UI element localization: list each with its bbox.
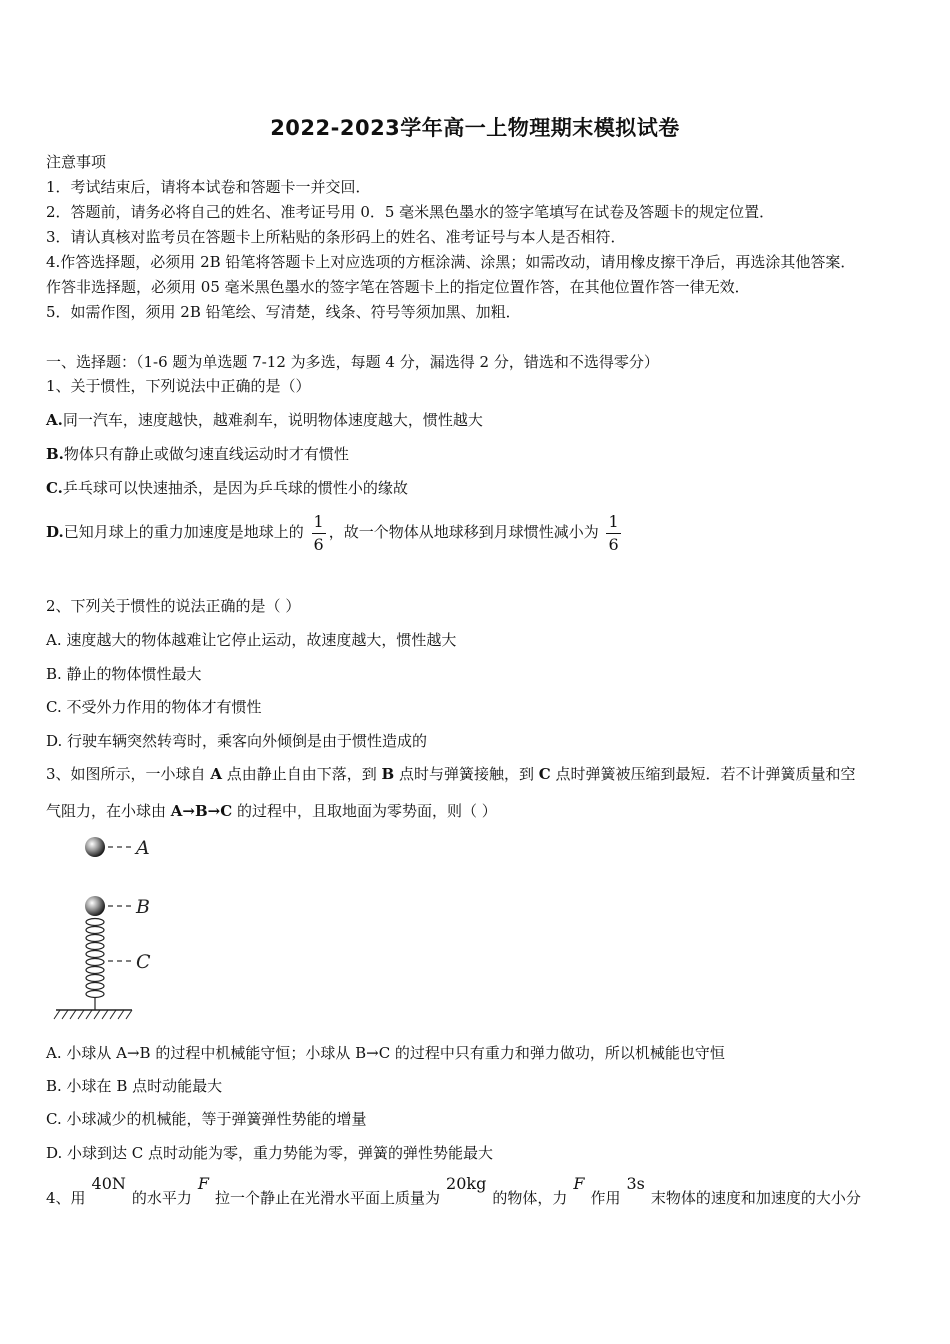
path-label: A→B→C <box>170 802 233 820</box>
q3-option-a: A. 小球从 A→B 的过程中机械能守恒；小球从 B→C 的过程中只有重力和弹力做功，所以机械能也守恒 <box>46 1044 725 1062</box>
q4-text: 4、用 <box>46 1189 86 1207</box>
fraction-numerator: 1 <box>312 513 326 534</box>
notice-item: 2．答题前，请务必将自己的姓名、准考证号用 0．5 毫米黑色墨水的签字笔填写在试卷及答题卡的规定位置． <box>46 203 775 221</box>
q3-text: 气阻力，在小球由 <box>46 802 171 820</box>
q4-text: 拉一个静止在光滑水平面上质量为 <box>215 1189 441 1207</box>
q4-text: 作用 <box>590 1189 621 1207</box>
q1-option-b-label: B. <box>46 445 64 463</box>
q3-text: 3、如图所示，一小球自 <box>46 765 211 783</box>
time-value: 3s <box>626 1174 645 1193</box>
notice-item: 4.作答选择题，必须用 2B 铅笔将答题卡上对应选项的方框涂满、涂黑；如需改动，请用橡皮擦干净后，再选涂其他答案． <box>46 253 856 271</box>
spring <box>86 919 104 1011</box>
q1-option-d <box>46 512 624 554</box>
q4-text: 的物体，力 <box>492 1189 568 1207</box>
spring-ball-figure <box>52 830 162 1025</box>
q2-option-b: B. 静止的物体惯性最大 <box>46 665 202 683</box>
mass-value: 20kg <box>446 1174 487 1193</box>
notice-item: 5．如需作图，须用 2B 铅笔绘、写清楚，线条、符号等须加黑、加粗． <box>46 303 521 321</box>
page-title: 2022-2023学年高一上物理期末模拟试卷 <box>270 116 680 140</box>
force-value: 40N <box>91 1174 126 1193</box>
q4-text: 末物体的速度和加速度的大小分 <box>650 1189 861 1207</box>
q1-option-a-text: 同一汽车，速度越快，越难刹车，说明物体速度越大，惯性越大 <box>62 411 483 429</box>
q1-stem: 1、关于惯性，下列说法中正确的是（） <box>46 377 311 395</box>
force-symbol: F <box>573 1174 585 1193</box>
notice-heading: 注意事项 <box>46 153 107 171</box>
notice-item: 1．考试结束后，请将本试卷和答题卡一并交回． <box>46 178 371 196</box>
q1-option-c <box>46 478 408 498</box>
q2-option-a: A. 速度越大的物体越难让它停止运动，故速度越大，惯性越大 <box>46 631 457 649</box>
q1-option-c-label: C. <box>46 479 63 497</box>
fraction-numerator: 1 <box>606 513 620 534</box>
notice-item: 3．请认真核对监考员在答题卡上所粘贴的条形码上的姓名、准考证号与本人是否相符． <box>46 228 626 246</box>
q3-option-c: C. 小球减少的机械能，等于弹簧弹性势能的增量 <box>46 1110 367 1128</box>
fraction-denominator: 6 <box>313 534 324 554</box>
section-heading: 一、选择题：（1-6 题为单选题 7-12 为多选，每题 4 分，漏选得 2 分，错选和不选得零分） <box>46 353 659 371</box>
ball-a <box>85 837 105 857</box>
label-b: B <box>136 896 150 918</box>
q1-option-d-text-2: ，故一个物体从地球移到月球惯性减小为 <box>328 523 599 541</box>
q4-text: 的水平力 <box>131 1189 192 1207</box>
notice-item: 作答非选择题，必须用 05 毫米黑色墨水的签字笔在答题卡上的指定位置作答，在其他位置作答一律无效． <box>46 278 750 296</box>
fraction-one-sixth <box>606 513 620 554</box>
ground-hatching <box>54 1010 132 1019</box>
q2-option-d: D. 行驶车辆突然转弯时，乘客向外倾倒是由于惯性造成的 <box>46 732 428 750</box>
ball-b <box>85 896 105 916</box>
label-c: C <box>136 951 151 973</box>
q1-option-a-label: A. <box>46 411 63 429</box>
q3-text: 点由静止自由下落，到 <box>221 765 382 783</box>
label-a: A <box>136 837 150 859</box>
q3-stem-line-1 <box>46 764 855 784</box>
point-b-label: B <box>381 765 395 783</box>
q2-stem: 2、下列关于惯性的说法正确的是（ ） <box>46 597 301 615</box>
q1-option-b <box>46 444 349 464</box>
point-c-label: C <box>538 765 551 783</box>
q1-option-a <box>46 410 483 430</box>
q3-text: 的过程中，且取地面为零势面，则（ ） <box>232 802 497 820</box>
fraction-denominator: 6 <box>608 534 619 554</box>
fraction-one-sixth <box>312 513 326 554</box>
q3-option-b: B. 小球在 B 点时动能最大 <box>46 1077 223 1095</box>
q3-stem-line-2 <box>46 801 497 821</box>
point-a-label: A <box>210 765 222 783</box>
force-symbol: F <box>197 1174 210 1193</box>
q3-text: 点时弹簧被压缩到最短．若不计弹簧质量和空 <box>550 765 856 783</box>
q2-option-c: C. 不受外力作用的物体才有惯性 <box>46 698 262 716</box>
q1-option-d-label: D. <box>46 523 64 541</box>
q3-text: 点时与弹簧接触，到 <box>394 765 539 783</box>
q1-option-c-text: 乒乓球可以快速抽杀，是因为乒乓球的惯性小的缘故 <box>62 479 408 497</box>
q4-stem <box>46 1174 861 1208</box>
q1-option-b-text: 物体只有静止或做匀速直线运动时才有惯性 <box>63 445 349 463</box>
q1-option-d-text-1: 已知月球上的重力加速度是地球上的 <box>63 523 304 541</box>
q3-option-d: D. 小球到达 C 点时动能为零，重力势能为零，弹簧的弹性势能最大 <box>46 1144 494 1162</box>
